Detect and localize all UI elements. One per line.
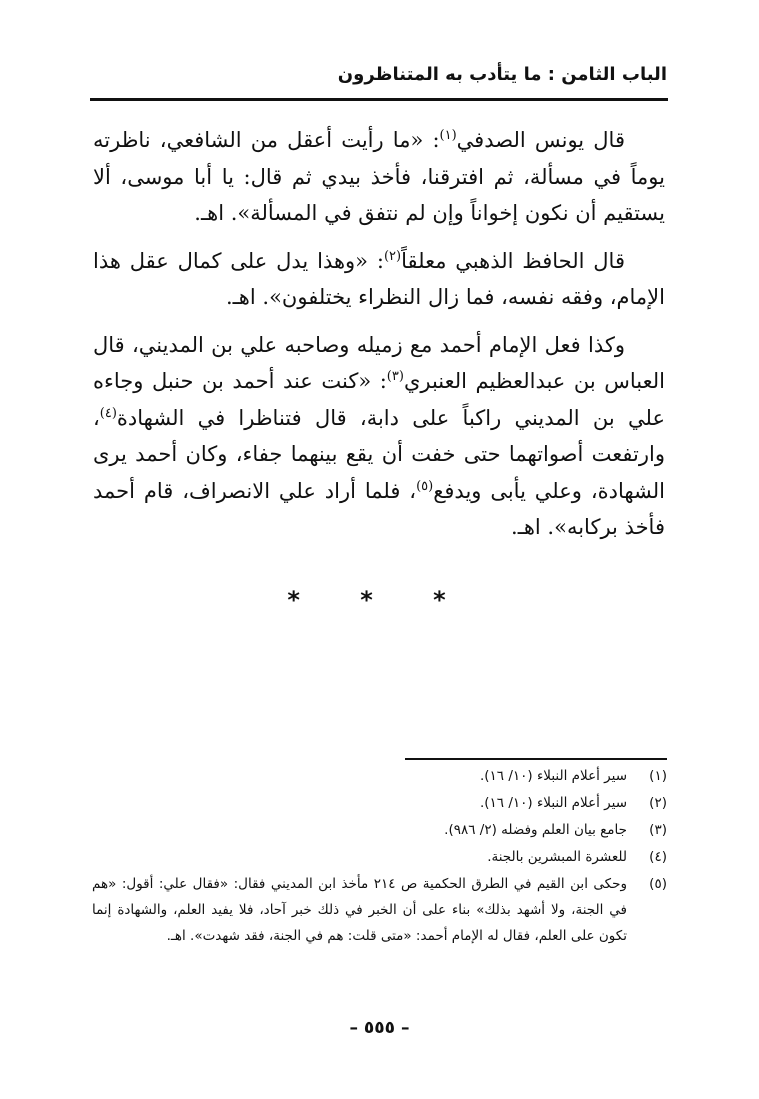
paragraph-3-part-3: ، وارتفعت أصواتهما حتى خفت أن يقع بينهما جفاء، وكان أحمد يرى الشهادة، وعلي يأبى ويدفع (93, 405, 665, 503)
footnote-ref-5[interactable]: (٥) (416, 478, 434, 494)
paragraph-2-rest: : «وهذا يدل على كمال عقل هذا الإمام، وفقه نفسه، فما زال النظراء يختلفون». اهـ. (93, 248, 665, 309)
paragraph-1-lead: قال يونس الصدفي (456, 128, 625, 152)
running-header: الباب الثامن : ما يتأدب به المتناظرون (337, 64, 667, 85)
paragraph-2 (93, 243, 665, 316)
footnote-number: (٣) (649, 822, 667, 838)
footnote-number: (٢) (649, 795, 667, 811)
footnote-rule (405, 758, 667, 760)
footnote-text: وحكى ابن القيم في الطرق الحكمية ص ٢١٤ مأخذ ابن المديني فقال: «فقال علي: أقول: «هم في الجنة، ولا أشهد بذلك» بناء على أن الخبر في ذلك خبر آحاد، فلا يفيد العلم، والشهادة إنما تكون على العلم، فقال له الإمام أحمد: «متى قلت: هم في الجنة، فقد شهدت». اهـ. (92, 876, 627, 944)
footnote-ref-4[interactable]: (٤) (99, 405, 117, 421)
footnote-text: سير أعلام النبلاء (١٠/ ١٦). (479, 795, 627, 811)
paragraph-3 (93, 327, 665, 546)
footnote-number: (١) (649, 768, 667, 784)
footnote-number: (٤) (649, 849, 667, 865)
footnote-number: (٥) (649, 876, 667, 892)
paragraph-1-rest: : «ما رأيت أعقل من الشافعي، ناظرته يوماً في مسألة، ثم افترقنا، فأخذ بيدي ثم قال: يا أبا موسى، ألا يستقيم أن نكون إخواناً وإن لم نتفق في المسألة». اهـ. (93, 128, 665, 225)
paragraph-2-lead: قال الحافظ الذهبي معلقاً (401, 248, 625, 273)
footnote-text: سير أعلام النبلاء (١٠/ ١٦). (479, 768, 627, 784)
footnote-ref-1[interactable]: (١) (439, 128, 457, 143)
paragraph-1 (93, 122, 665, 232)
footnote (92, 871, 667, 949)
paragraph-3-part-2: : «كنت عند أحمد بن حنبل وجاءه علي بن المديني راكباً على دابة، قال فتناظرا في الشهادة (93, 369, 665, 430)
footnote-text: للعشرة المبشرين بالجنة. (487, 849, 627, 865)
footnote (92, 790, 667, 817)
footnote (92, 763, 667, 790)
footnote-text: جامع بيان العلم وفضله (٢/ ٩٨٦). (444, 822, 627, 838)
paragraph-3-part-4: ، فلما أراد علي الانصراف، قام أحمد فأخذ بركابه». اهـ. (93, 478, 665, 539)
footnote-ref-2[interactable]: (٢) (383, 248, 402, 264)
header-rule (90, 98, 668, 101)
main-text (93, 122, 665, 557)
section-separator: * * * (287, 586, 472, 614)
paragraph-3-part-1: وكذا فعل الإمام أحمد مع زميله وصاحبه علي بن المديني، قال العباس بن عبدالعظيم العنبري (93, 332, 665, 393)
footnote (92, 844, 667, 871)
footnote-ref-3[interactable]: (٣) (386, 369, 404, 384)
page-number: – ٥٥٥ – (349, 1018, 410, 1038)
footnote (92, 817, 667, 844)
footnotes (92, 763, 667, 949)
